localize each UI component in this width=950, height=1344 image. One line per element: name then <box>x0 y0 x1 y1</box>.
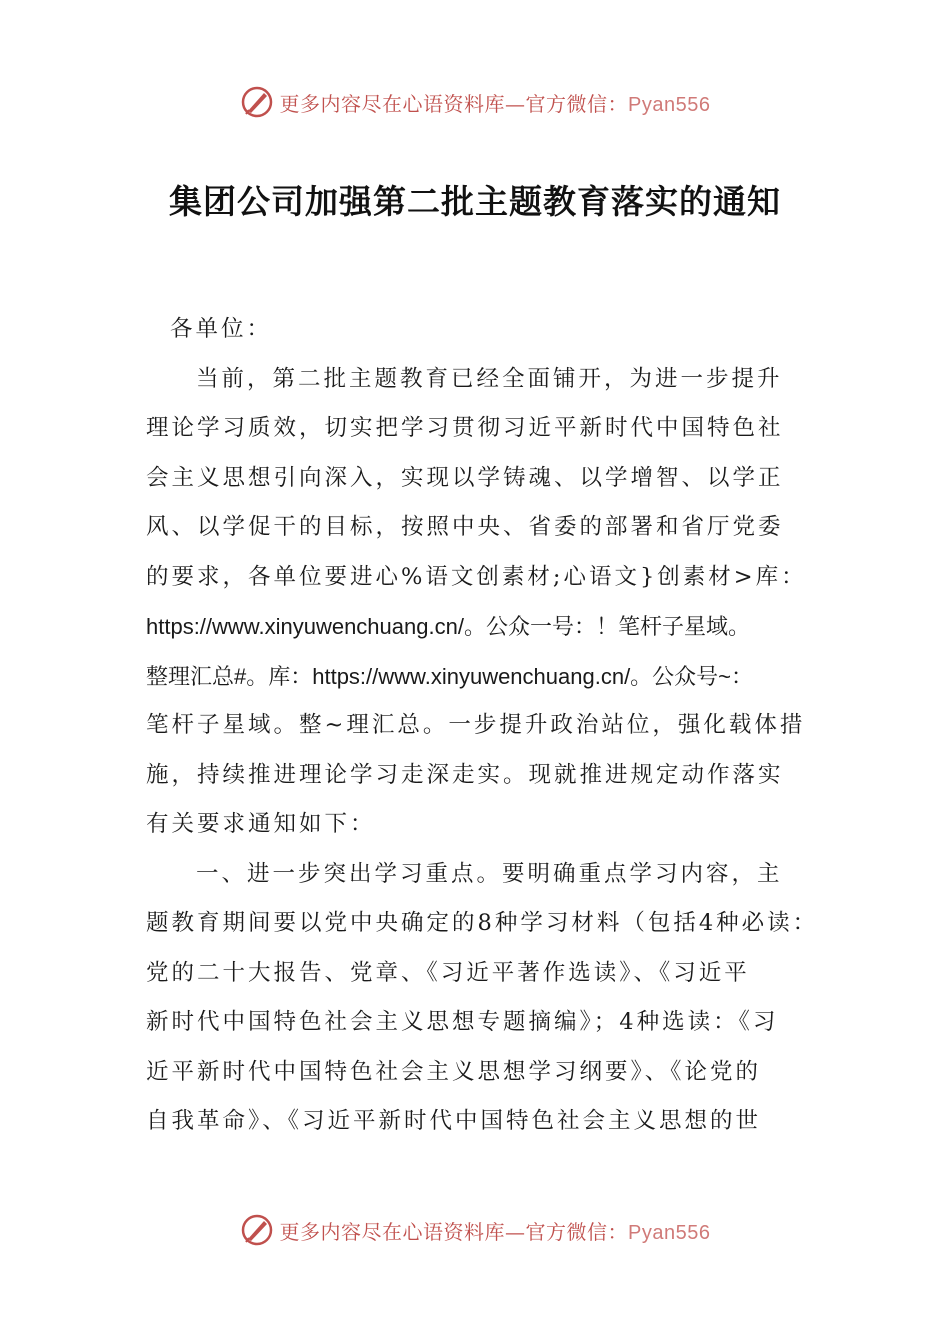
paragraph-line: 自我革命》、《习近平新时代中国特色社会主义思想的世 <box>146 1108 762 1134</box>
paragraph-line: 理论学习质效，切实把学习贯彻习近平新时代中国特色社 <box>146 415 784 441</box>
wechat-id: Pyan556 <box>628 93 711 116</box>
paragraph-line: 一、进一步突出学习重点。要明确重点学习内容，主 <box>196 860 783 887</box>
header-watermark-banner <box>0 82 950 122</box>
quill-logo-icon <box>240 85 274 119</box>
watermark-text: 更多内容尽在心语资料库—官方微信：Pyan556 <box>279 91 711 116</box>
paragraph-line: 的要求，各单位要进心%语文创素材;心语文}创素材>库： <box>146 563 807 590</box>
paragraph-line-url <box>146 652 808 702</box>
paragraph-line: 风、以学促干的目标，按照中央、省委的部署和省厅党委 <box>146 514 784 540</box>
paragraph-line: 会主义思想引向深入，实现以学铸魂、以学增智、以学正 <box>146 464 784 491</box>
document-body <box>146 305 819 1147</box>
document-title: 集团公司加强第二批主题教育落实的通知 <box>169 182 781 221</box>
paragraph-line: 党的二十大报告、党章、《习近平著作选读》、《习近平 <box>146 959 750 986</box>
footer-watermark-banner <box>0 1210 950 1250</box>
wechat-id: Pyan556 <box>628 1221 711 1244</box>
paragraph-line: 有关要求通知如下： <box>146 811 376 837</box>
paragraph-line: 题教育期间要以党中央确定的8种学习材料（包括4种必读： <box>146 910 819 936</box>
paragraph-line: 新时代中国特色社会主义思想专题摘编》；4种选读：《习 <box>146 1009 779 1035</box>
paragraph-line-text: 整理汇总#。库：https://www.xinyuwenchuang.cn/。公众号~： <box>146 663 754 689</box>
watermark-text: 更多内容尽在心语资料库—官方微信：Pyan556 <box>279 1219 711 1244</box>
salutation: 各单位： <box>170 316 273 342</box>
paragraph-line: 近平新时代中国特色社会主义思想学习纲要》、《论党的 <box>146 1058 762 1085</box>
paragraph-line-url <box>146 602 808 652</box>
paragraph-line: 当前，第二批主题教育已经全面铺开，为进一步提升 <box>196 365 783 392</box>
paragraph-line: 施，持续推进理论学习走深走实。现就推进规定动作落实 <box>146 761 784 788</box>
paragraph-line: 笔杆子星域。整~理汇总。一步提升政治站位，强化载体措 <box>146 712 806 738</box>
paragraph-line-text: https://www.xinyuwenchuang.cn/。公众一号：！笔杆子星域。 <box>146 614 750 639</box>
quill-logo-icon <box>240 1213 274 1247</box>
